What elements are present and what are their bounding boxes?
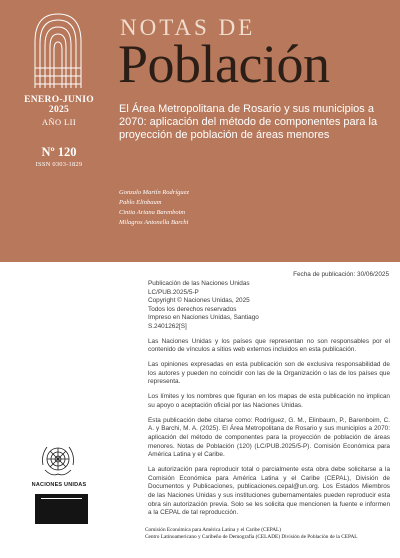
- author: Gonzalo Martín Rodríguez: [119, 189, 190, 196]
- author-list: [119, 188, 189, 228]
- disclaimer-paragraph: Los límites y los nombres que figuran en los mapas de esta publicación no implican su apoyo o aceptación oficial por las Naciones Unidas.: [148, 393, 390, 409]
- issue-period: ENERO-JUNIO: [24, 95, 94, 105]
- meta-line: LC/PUB.2025/5-P: [148, 288, 199, 296]
- un-emblem-icon: [38, 443, 78, 479]
- author: Milagros Antonella Barchi: [119, 219, 189, 226]
- journal-title-main: Población: [118, 34, 330, 94]
- issue-year: 2025: [48, 105, 70, 115]
- cepal-logo: [35, 494, 88, 524]
- meta-line: Impreso en Naciones Unidas, Santiago: [148, 314, 259, 322]
- publication-date: Fecha de publicación: 30/06/2025: [293, 271, 389, 278]
- article-title: El Área Metropolitana de Rosario y sus municipios a 2070: aplicación del método de componentes para la proyección de población de áreas menores: [119, 103, 378, 141]
- cepal-logo-bar: [41, 498, 82, 499]
- citation-paragraph: Esta publicación debe citarse como: Rodríguez, G. M., Elinbaum, P., Barenboim, C. A. y Barchi, M. A. (2025). El Área Metropolitana de Rosario y sus municipios a 2070: aplicación del método de componentes para la proyección de población de áreas menores. Notas de Población (120) (LC/PUB.2025/5-P). Comisión Económica para América Latina y el Caribe.: [148, 416, 390, 459]
- permissions-paragraph: La autorización para reproducir total o parcialmente esta obra debe solicitarse a la Comisión Económica para América Latina y el Caribe (CEPAL), División de Documentos y Publicaciones, publicaciones.cepal@un.org. Los Estados Miembros de las Naciones Unidas y sus instituciones gubernamentales pueden reproducir esta obra sin autorización previa. Solo se les solicita que mencionen la fuente e informen a la CEPAL de tal reproducción.: [148, 466, 390, 517]
- footer-line: Centro Latinoamericano y Caribeño de Demografía (CELADE) División de Población de la CEPAL: [145, 534, 358, 541]
- disclaimer-paragraph: Las Naciones Unidas y los países que representan no son responsables por el contenido de vínculos a sitios web externos incluidos en esta publicación.: [148, 337, 390, 354]
- footer-line: Comisión Económica para América Latina y el Caribe (CEPAL): [145, 527, 282, 533]
- meta-line: Copyright © Naciones Unidas, 2025: [148, 297, 250, 305]
- journal-logo: [33, 12, 83, 90]
- author: Cintia Ariana Barenboim: [119, 209, 186, 216]
- issue-number: Nº 120: [41, 145, 77, 159]
- journal-title-top: NOTAS DE: [120, 15, 256, 40]
- issn: ISSN 0303-1829: [35, 161, 83, 168]
- cover-header: [0, 0, 400, 262]
- meta-line: Todos los derechos reservados: [148, 305, 237, 313]
- legal-info: [148, 280, 390, 524]
- meta-line: S.2401262[S]: [148, 322, 187, 330]
- author: Pablo Elinbaum: [119, 199, 162, 206]
- meta-line: Publicación de las Naciones Unidas: [148, 280, 250, 287]
- footer: [145, 527, 358, 541]
- issue-volume: AÑO LII: [41, 117, 77, 127]
- disclaimer-paragraph: Las opiniones expresadas en esta publicación son de exclusiva responsabilidad de los autores y pueden no coincidir con las de la Organización o las de los países que representa.: [148, 361, 390, 386]
- issue-info: [0, 95, 118, 168]
- un-label: NACIONES UNIDAS: [31, 482, 87, 488]
